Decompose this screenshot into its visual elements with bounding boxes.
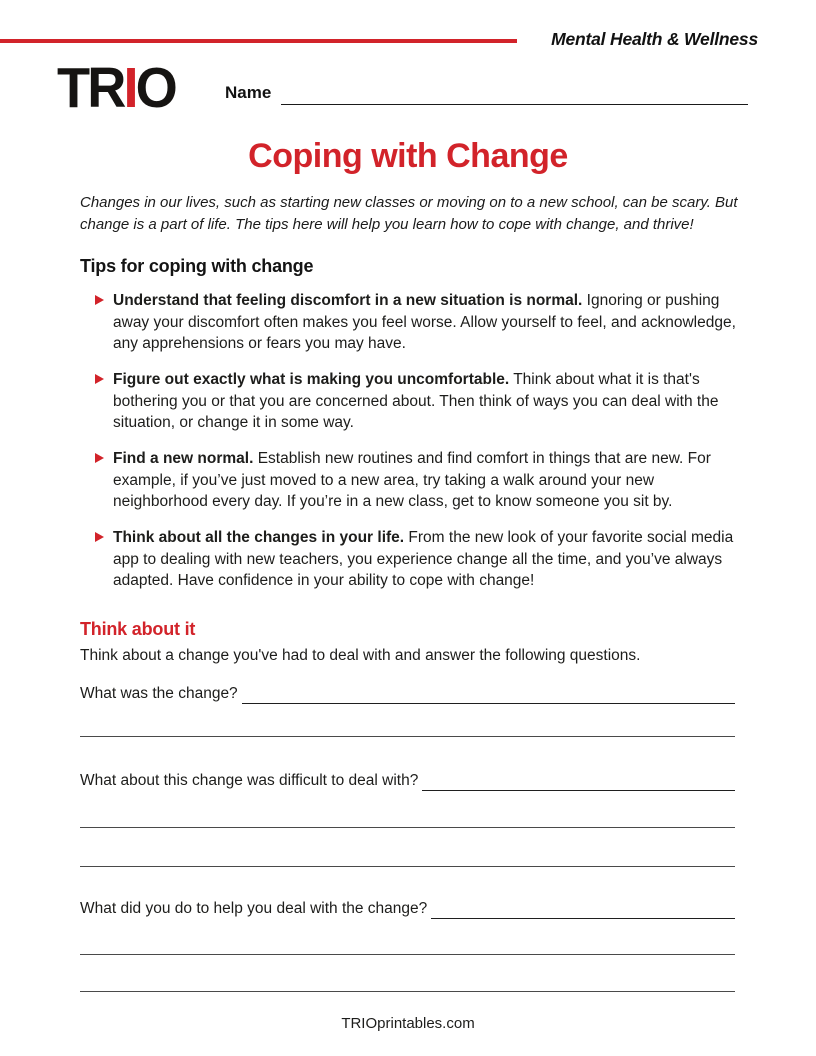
question-3-label: What did you do to help you deal with the change? bbox=[80, 900, 428, 917]
tip-item bbox=[95, 448, 743, 513]
tips-heading: Tips for coping with change bbox=[80, 256, 314, 276]
tip-text: Think about all the changes in your life. From the new look of your favorite social media app to dealing with new teachers, you experience change all the time, and you’ve always adapted. Have confidence in your ability to cope with change! bbox=[113, 529, 734, 589]
trio-logo bbox=[57, 56, 175, 120]
bullet-arrow-icon bbox=[95, 295, 104, 305]
bullet-arrow-icon bbox=[95, 374, 104, 384]
tip-text: Figure out exactly what is making you uncomfortable. Think about what it is that's bothering you or that you are concerned about. Then think of ways you can deal with the situation, or change it in some way. bbox=[113, 371, 719, 431]
answer-line bbox=[80, 736, 735, 737]
question-1-row bbox=[80, 683, 735, 704]
bullet-arrow-icon bbox=[95, 532, 104, 542]
tip-text: Understand that feeling discomfort in a new situation is normal. Ignoring or pushing away your discomfort often makes you feel worse. Allow yourself to feel, and acknowledge, any apprehensions or fears you may have. bbox=[113, 292, 736, 352]
question-3-answer-line bbox=[431, 898, 735, 919]
question-2-label: What about this change was difficult to deal with? bbox=[80, 772, 419, 789]
name-label: Name bbox=[225, 83, 272, 102]
question-1-answer-line bbox=[242, 683, 735, 704]
logo-part-i: I bbox=[123, 56, 136, 120]
answer-line bbox=[80, 954, 735, 955]
tip-item bbox=[95, 527, 743, 592]
logo-part-o: O bbox=[135, 56, 175, 120]
think-about-it-heading: Think about it bbox=[80, 619, 196, 639]
answer-line bbox=[80, 991, 735, 992]
activity-instruction: Think about a change you've had to deal with and answer the following questions. bbox=[80, 647, 641, 664]
answer-line bbox=[80, 866, 735, 867]
page-title: Coping with Change bbox=[248, 137, 568, 175]
category-label: Mental Health & Wellness bbox=[551, 29, 758, 49]
tip-item bbox=[95, 369, 743, 434]
question-2-row bbox=[80, 770, 735, 791]
question-2-answer-line bbox=[422, 770, 735, 791]
header-red-rule bbox=[0, 39, 517, 43]
name-field-row bbox=[225, 80, 748, 105]
tip-item bbox=[95, 290, 743, 355]
tips-list bbox=[95, 290, 743, 606]
intro-paragraph: Changes in our lives, such as starting new classes or moving on to a new school, can be scary. But change is a part of life. The tips here will help you learn how to cope with change, and thrive! bbox=[80, 194, 738, 233]
question-1-label: What was the change? bbox=[80, 685, 238, 702]
question-3-row bbox=[80, 898, 735, 919]
logo-part-tr: TR bbox=[57, 56, 124, 120]
answer-line bbox=[80, 827, 735, 828]
tip-text: Find a new normal. Establish new routines and find comfort in things that are new. For example, if you’ve just moved to a new area, try taking a walk around your new neighborhood every day. If you’re in a new class, get to know someone you sit by. bbox=[113, 450, 711, 510]
name-blank-line bbox=[281, 80, 748, 105]
footer-url: TRIOprintables.com bbox=[341, 1015, 475, 1032]
bullet-arrow-icon bbox=[95, 453, 104, 463]
